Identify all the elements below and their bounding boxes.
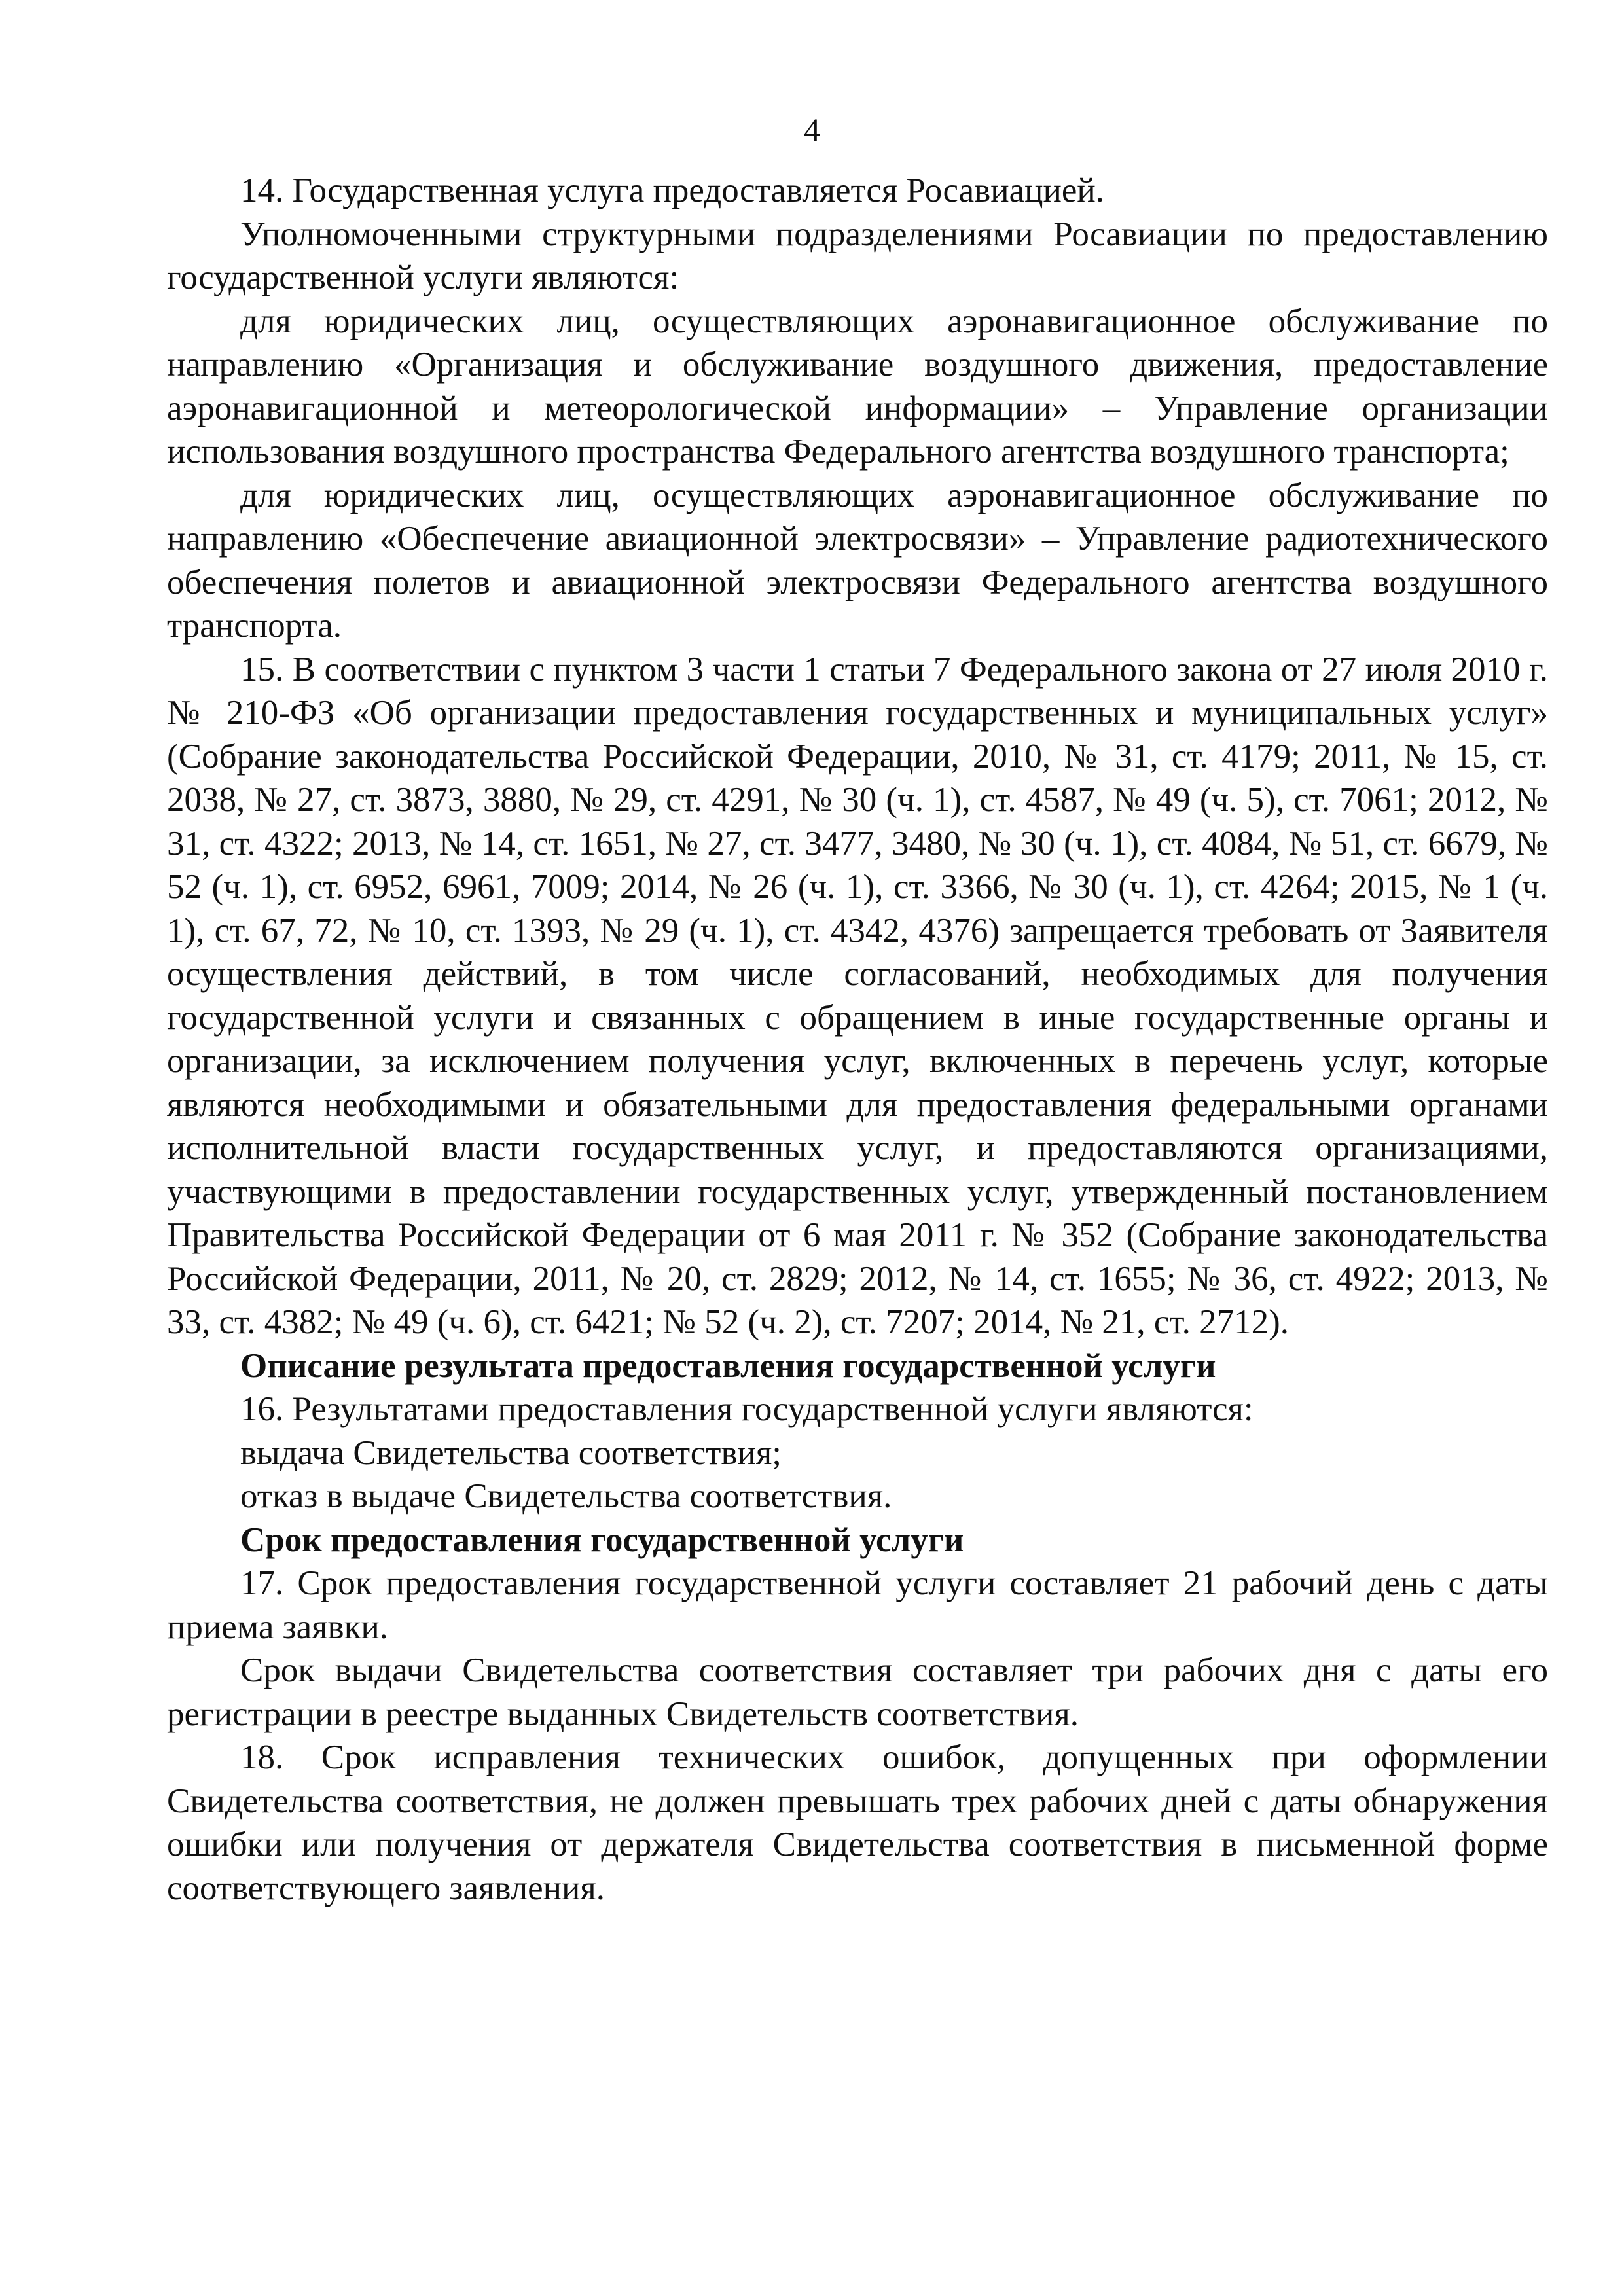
paragraph-18: 18. Срок исправления технических ошибок, допущенных при оформлении Свидетельства соответствия, не должен превышать трех рабочих дней с даты обнаружения ошибки или получения от держателя Свидетельства соответствия в письменной форме соответствующего заявления. xyxy=(167,1738,1548,1907)
page-number: 4 xyxy=(804,111,820,148)
paragraph-15: 15. В соответствии с пунктом 3 части 1 статьи 7 Федерального закона от 27 июля 2010 г. № 210-ФЗ «Об организации предоставления государственных и муниципальных услуг» (Собрание законодательства Российской Федерации, 2010, № 31, ст. 4179; 2011, № 15, ст. 2038, № 27, ст. 3873, 3880, № 29, ст. 4291, № 30 (ч. 1), ст. 4587, № 49 (ч. 5), ст. 7061; 2012, № 31, ст. 4322; 2013, № 14, ст. 1651, № 27, ст. 3477, 3480, № 30 (ч. 1), ст. 4084, № 51, ст. 6679, № 52 (ч. 1), ст. 6952, 6961, 7009; 2014, № 26 (ч. 1), ст. 3366, № 30 (ч. 1), ст. 4264; 2015, № 1 (ч. 1), ст. 67, 72, № 10, ст. 1393, № 29 (ч. 1), ст. 4342, 4376) запрещается требовать от Заявителя осуществления действий, в том числе согласований, необходимых для получения государственной услуги и связанных с обращением в иные государственные органы и организации, за исключением получения услуг, включенных в перечень услуг, которые являются необходимыми и обязательными для предоставления федеральными органами исполнительной власти государственных услуг, и предоставляются организациями, участвующими в предоставлении государственных услуг, утвержденный постановлением Правительства Российской Федерации от 6 мая 2011 г. № 352 (Собрание законодательства Российской Федерации, 2011, № 20, ст. 2829; 2012, № 14, ст. 1655; № 36, ст. 4922; 2013, № 33, ст. 4382; № 49 (ч. 6), ст. 6421; № 52 (ч. 2), ст. 7207; 2014, № 21, ст. 2712). xyxy=(167,650,1548,1341)
paragraph-16-refusal: отказ в выдаче Свидетельства соответствия. xyxy=(240,1477,892,1515)
paragraph-14-units: Уполномоченными структурными подразделениями Росавиации по предоставлению государственной услуги являются: xyxy=(167,215,1548,296)
paragraph-14: 14. Государственная услуга предоставляется Росавиацией. xyxy=(240,171,1104,209)
document-body xyxy=(167,169,1548,1910)
paragraph-17: 17. Срок предоставления государственной услуги составляет 21 рабочий день с даты приема заявки. xyxy=(167,1564,1548,1646)
paragraph-16-issue: выдача Свидетельства соответствия; xyxy=(240,1433,782,1472)
paragraph-16: 16. Результатами предоставления государственной услуги являются: xyxy=(240,1390,1254,1428)
section-heading-term: Срок предоставления государственной услуги xyxy=(240,1520,964,1559)
paragraph-14-atm: для юридических лиц, осуществляющих аэронавигационное обслуживание по направлению «Организация и обслуживание воздушного движения, предоставление аэронавигационной и метеорологической информации» – Управление организации использования воздушного пространства Федерального агентства воздушного транспорта; xyxy=(167,302,1548,471)
paragraph-17-issue: Срок выдачи Свидетельства соответствия составляет три рабочих дня с даты его регистрации в реестре выданных Свидетельств соответствия. xyxy=(167,1651,1548,1733)
paragraph-14-radio: для юридических лиц, осуществляющих аэронавигационное обслуживание по направлению «Обеспечение авиационной электросвязи» – Управление радиотехнического обеспечения полетов и авиационной электросвязи Федерального агентства воздушного транспорта. xyxy=(167,476,1548,645)
section-heading-result: Описание результата предоставления государственной услуги xyxy=(240,1346,1216,1385)
